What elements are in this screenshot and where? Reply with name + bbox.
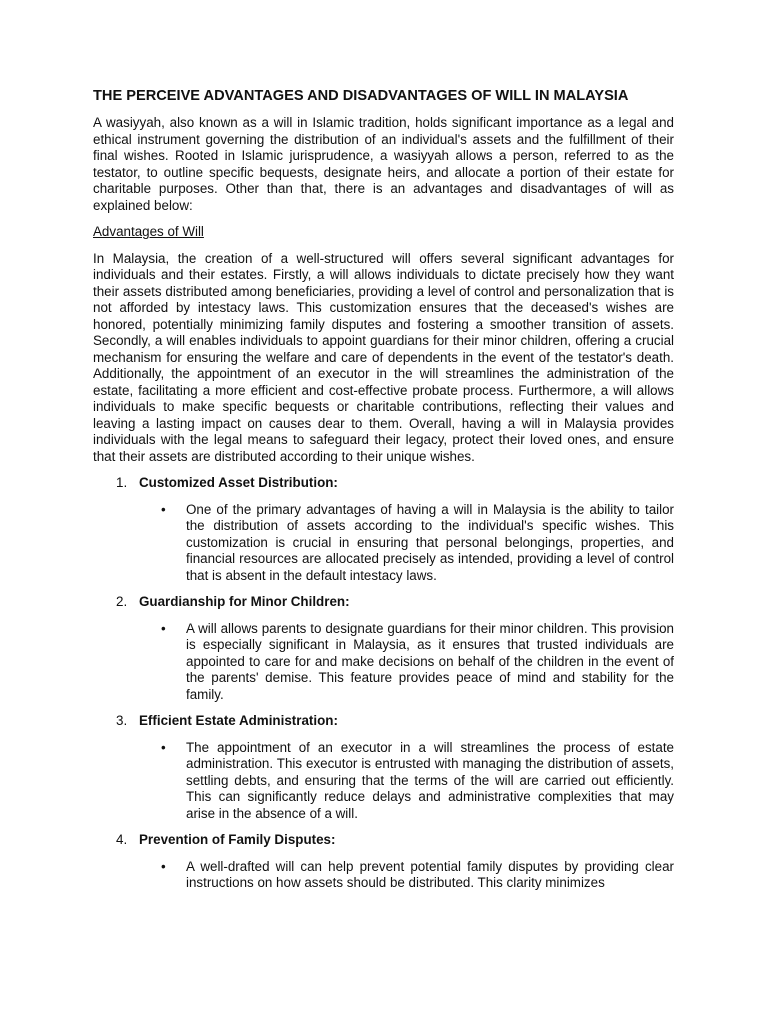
list-item-guardianship <box>93 594 674 703</box>
bullet-icon: • <box>161 501 166 517</box>
list-item-efficient-estate-administration <box>93 713 674 822</box>
bullet-icon: • <box>161 739 166 755</box>
list-item-customized-asset-distribution <box>93 475 674 584</box>
bullet-text: A well-drafted will can help prevent potential family disputes by providing clear instructions on how assets should be distributed. This clarity minimizes <box>186 858 674 890</box>
list-item-number: 1. <box>116 475 128 490</box>
list-item-title: Efficient Estate Administration: <box>139 713 338 728</box>
advantages-paragraph: In Malaysia, the creation of a well-structured will offers several significant advantages for individuals and their estates. Firstly, a will allows individuals to dictate precisely how they want their assets distributed among beneficiaries, providing a level of control and personalization that is not afforded by intestacy laws. This customization ensures that the deceased's wishes are honored, potentially minimizing family disputes and fostering a smoother transition of assets. Secondly, a will enables individuals to appoint guardians for their minor children, offering a crucial mechanism for ensuring the welfare and care of dependents in the event of the testator's death. Additionally, the appointment of an executor in the will streamlines the administration of the estate, facilitating a more efficient and cost-effective probate process. Furthermore, a will allows individuals to make specific bequests or charitable contributions, reflecting their values and leaving a lasting impact on causes dear to them. Overall, having a will in Malaysia provides individuals with the legal means to safeguard their legacy, protect their loved ones, and ensure that their assets are distributed according to their unique wishes. <box>93 250 674 464</box>
list-item-bullet <box>93 740 674 823</box>
advantages-list <box>93 475 674 892</box>
bullet-text: The appointment of an executor in a will streamlines the process of estate administration. This executor is entrusted with managing the distribution of assets, settling debts, and ensuring that the terms of the will are carried out efficiently. This can significantly reduce delays and administrative complexities that may arise in the absence of a will. <box>186 739 674 821</box>
list-item-prevention-of-family-disputes <box>93 832 674 892</box>
list-item-title: Customized Asset Distribution: <box>139 475 338 490</box>
bullet-text: A will allows parents to designate guardians for their minor children. This provision is especially significant in Malaysia, as it ensures that trusted individuals are appointed to care for and make decisions on behalf of the children in the event of the parents' demise. This feature provides peace of mind and stability for the family. <box>186 620 674 702</box>
list-item-bullet <box>93 859 674 892</box>
list-item-heading <box>93 832 674 849</box>
list-item-number: 3. <box>116 713 128 728</box>
bullet-text: One of the primary advantages of having a will in Malaysia is the ability to tailor the distribution of assets according to the individual's specific wishes. This customization is crucial in ensuring that personal belongings, properties, and financial resources are allocated precisely as intended, providing a level of control that is absent in the default intestacy laws. <box>186 501 674 583</box>
list-item-title: Guardianship for Minor Children: <box>139 594 350 609</box>
list-item-bullet <box>93 621 674 704</box>
intro-paragraph: A wasiyyah, also known as a will in Islamic tradition, holds significant importance as a legal and ethical instrument governing the distribution of an individual's assets and the fulfillment of their final wishes. Rooted in Islamic jurisprudence, a wasiyyah allows a person, referred to as the testator, to outline specific bequests, designate heirs, and allocate a portion of their estate for charitable purposes. Other than that, there is an advantages and disadvantages of will as explained below: <box>93 115 674 213</box>
list-item-number: 4. <box>116 832 128 847</box>
list-item-number: 2. <box>116 594 128 609</box>
list-item-title: Prevention of Family Disputes: <box>139 832 336 847</box>
advantages-heading: Advantages of Will <box>93 224 204 239</box>
bullet-icon: • <box>161 620 166 636</box>
list-item-heading <box>93 475 674 492</box>
list-item-heading <box>93 713 674 730</box>
list-item-heading <box>93 594 674 611</box>
list-item-bullet <box>93 502 674 585</box>
document-title: THE PERCEIVE ADVANTAGES AND DISADVANTAGES OF WILL IN MALAYSIA <box>93 88 629 104</box>
bullet-icon: • <box>161 858 166 874</box>
